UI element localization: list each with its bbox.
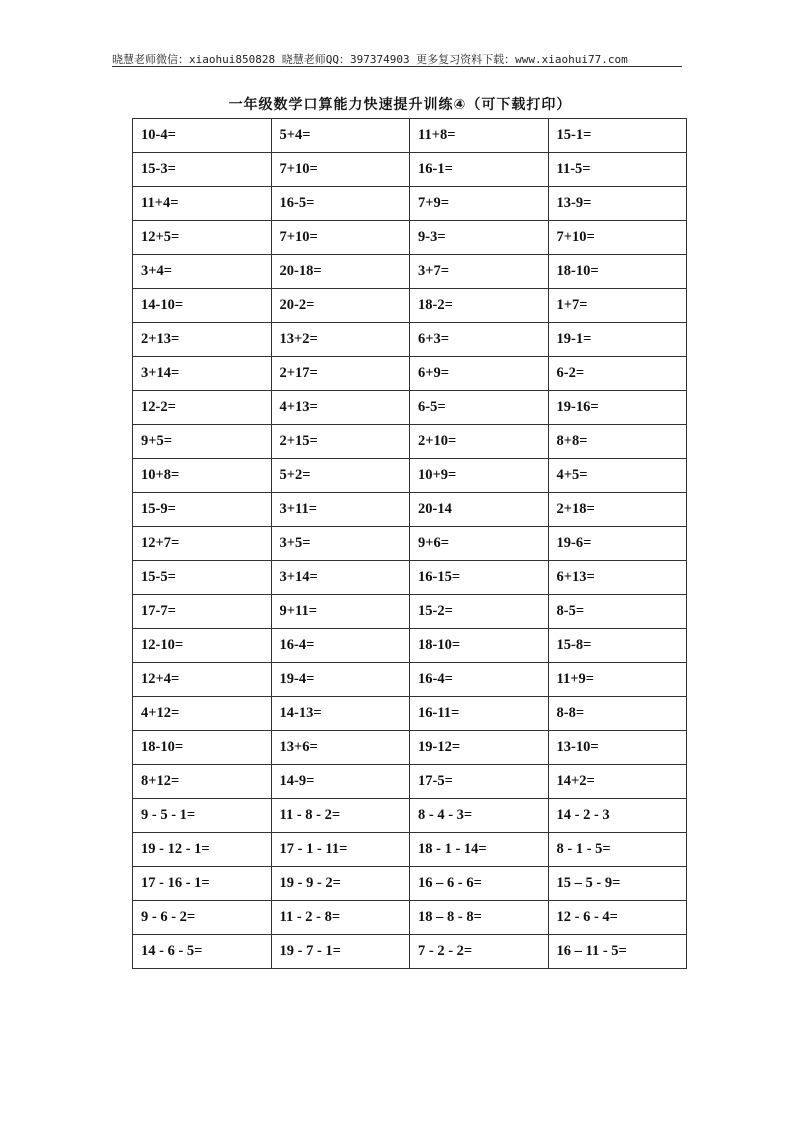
problem-cell: 3+5= [271, 527, 410, 561]
table-row [133, 629, 687, 663]
header-divider [112, 66, 682, 67]
problem-cell: 18-10= [548, 255, 687, 289]
problem-cell: 14-13= [271, 697, 410, 731]
table-row [133, 697, 687, 731]
problem-cell: 5+2= [271, 459, 410, 493]
problem-cell: 6-5= [410, 391, 549, 425]
problem-cell: 14+2= [548, 765, 687, 799]
table-row [133, 833, 687, 867]
problem-cell: 19 - 12 - 1= [133, 833, 272, 867]
problem-cell: 10+9= [410, 459, 549, 493]
problem-cell: 20-18= [271, 255, 410, 289]
table-row [133, 663, 687, 697]
table-row [133, 255, 687, 289]
problem-cell: 9+6= [410, 527, 549, 561]
table-row [133, 221, 687, 255]
problem-cell: 7 - 2 - 2= [410, 935, 549, 969]
problem-table [132, 118, 687, 969]
problem-cell: 11-5= [548, 153, 687, 187]
problem-cell: 12-10= [133, 629, 272, 663]
problem-cell: 10-4= [133, 119, 272, 153]
table-row [133, 935, 687, 969]
problem-cell: 15-2= [410, 595, 549, 629]
problem-cell: 19-4= [271, 663, 410, 697]
table-row [133, 731, 687, 765]
problem-cell: 14 - 2 - 3 [548, 799, 687, 833]
problem-cell: 14-10= [133, 289, 272, 323]
problem-cell: 14 - 6 - 5= [133, 935, 272, 969]
problem-cell: 12 - 6 - 4= [548, 901, 687, 935]
problem-cell: 7+10= [271, 153, 410, 187]
problem-cell: 19-16= [548, 391, 687, 425]
problem-cell: 3+7= [410, 255, 549, 289]
page-header: 晓慧老师微信：xiaohui850828 晓慧老师QQ：397374903 更多复习资料下载：www.xiaohui77.com [112, 53, 628, 66]
problem-cell: 10+8= [133, 459, 272, 493]
problem-cell: 11+9= [548, 663, 687, 697]
problem-cell: 18-10= [410, 629, 549, 663]
problem-cell: 16 – 11 - 5= [548, 935, 687, 969]
problem-cell: 16-4= [271, 629, 410, 663]
problem-cell: 11 - 2 - 8= [271, 901, 410, 935]
problem-cell: 15 – 5 - 9= [548, 867, 687, 901]
problem-cell: 15-8= [548, 629, 687, 663]
problem-cell: 12+5= [133, 221, 272, 255]
problem-cell: 2+10= [410, 425, 549, 459]
problem-cell: 2+18= [548, 493, 687, 527]
problem-cell: 9+11= [271, 595, 410, 629]
problem-cell: 6+3= [410, 323, 549, 357]
problem-cell: 15-3= [133, 153, 272, 187]
problem-cell: 19-12= [410, 731, 549, 765]
problem-cell: 8 - 1 - 5= [548, 833, 687, 867]
problem-cell: 16-1= [410, 153, 549, 187]
problem-cell: 15-1= [548, 119, 687, 153]
problem-cell: 11+4= [133, 187, 272, 221]
problem-cell: 16-5= [271, 187, 410, 221]
worksheet-title: 一年级数学口算能力快速提升训练④（可下载打印） [228, 97, 572, 113]
problem-cell: 3+11= [271, 493, 410, 527]
table-row [133, 595, 687, 629]
problem-cell: 17-7= [133, 595, 272, 629]
problem-cell: 12+7= [133, 527, 272, 561]
table-row [133, 357, 687, 391]
problem-cell: 13-10= [548, 731, 687, 765]
table-row [133, 459, 687, 493]
problem-cell: 11+8= [410, 119, 549, 153]
problem-cell: 15-9= [133, 493, 272, 527]
problem-cell: 8-5= [548, 595, 687, 629]
problem-cell: 18-10= [133, 731, 272, 765]
problem-cell: 6+13= [548, 561, 687, 595]
problem-table-body [133, 119, 687, 969]
problem-cell: 9 - 5 - 1= [133, 799, 272, 833]
problem-cell: 12-2= [133, 391, 272, 425]
problem-cell: 5+4= [271, 119, 410, 153]
table-row [133, 153, 687, 187]
problem-cell: 8+12= [133, 765, 272, 799]
table-row [133, 799, 687, 833]
problem-cell: 16-11= [410, 697, 549, 731]
problem-cell: 3+14= [133, 357, 272, 391]
table-row [133, 391, 687, 425]
table-row [133, 493, 687, 527]
problem-cell: 8+8= [548, 425, 687, 459]
problem-cell: 6+9= [410, 357, 549, 391]
problem-cell: 2+15= [271, 425, 410, 459]
problem-cell: 13+2= [271, 323, 410, 357]
problem-cell: 3+4= [133, 255, 272, 289]
problem-cell: 18 – 8 - 8= [410, 901, 549, 935]
problem-cell: 11 - 8 - 2= [271, 799, 410, 833]
problem-cell: 9+5= [133, 425, 272, 459]
problem-cell: 16 – 6 - 6= [410, 867, 549, 901]
problem-cell: 2+13= [133, 323, 272, 357]
table-row [133, 867, 687, 901]
problem-cell: 13+6= [271, 731, 410, 765]
problem-cell: 2+17= [271, 357, 410, 391]
problem-cell: 6-2= [548, 357, 687, 391]
problem-cell: 14-9= [271, 765, 410, 799]
problem-cell: 20-14 [410, 493, 549, 527]
table-row [133, 323, 687, 357]
problem-cell: 7+10= [271, 221, 410, 255]
problem-cell: 19-1= [548, 323, 687, 357]
problem-cell: 12+4= [133, 663, 272, 697]
problem-cell: 17 - 16 - 1= [133, 867, 272, 901]
problem-cell: 19 - 9 - 2= [271, 867, 410, 901]
problem-cell: 19 - 7 - 1= [271, 935, 410, 969]
problem-cell: 3+14= [271, 561, 410, 595]
table-row [133, 187, 687, 221]
problem-cell: 17-5= [410, 765, 549, 799]
table-row [133, 425, 687, 459]
problem-cell: 13-9= [548, 187, 687, 221]
table-row [133, 901, 687, 935]
table-row [133, 527, 687, 561]
problem-cell: 9-3= [410, 221, 549, 255]
problem-cell: 16-4= [410, 663, 549, 697]
problem-cell: 18-2= [410, 289, 549, 323]
table-row [133, 289, 687, 323]
problem-cell: 15-5= [133, 561, 272, 595]
table-row [133, 119, 687, 153]
problem-cell: 17 - 1 - 11= [271, 833, 410, 867]
problem-cell: 19-6= [548, 527, 687, 561]
problem-cell: 4+13= [271, 391, 410, 425]
problem-cell: 20-2= [271, 289, 410, 323]
problem-cell: 4+5= [548, 459, 687, 493]
problem-cell: 18 - 1 - 14= [410, 833, 549, 867]
problem-cell: 9 - 6 - 2= [133, 901, 272, 935]
table-row [133, 561, 687, 595]
problem-cell: 8 - 4 - 3= [410, 799, 549, 833]
problem-cell: 16-15= [410, 561, 549, 595]
table-row [133, 765, 687, 799]
problem-cell: 7+10= [548, 221, 687, 255]
problem-cell: 1+7= [548, 289, 687, 323]
problem-cell: 4+12= [133, 697, 272, 731]
problem-cell: 8-8= [548, 697, 687, 731]
problem-cell: 7+9= [410, 187, 549, 221]
